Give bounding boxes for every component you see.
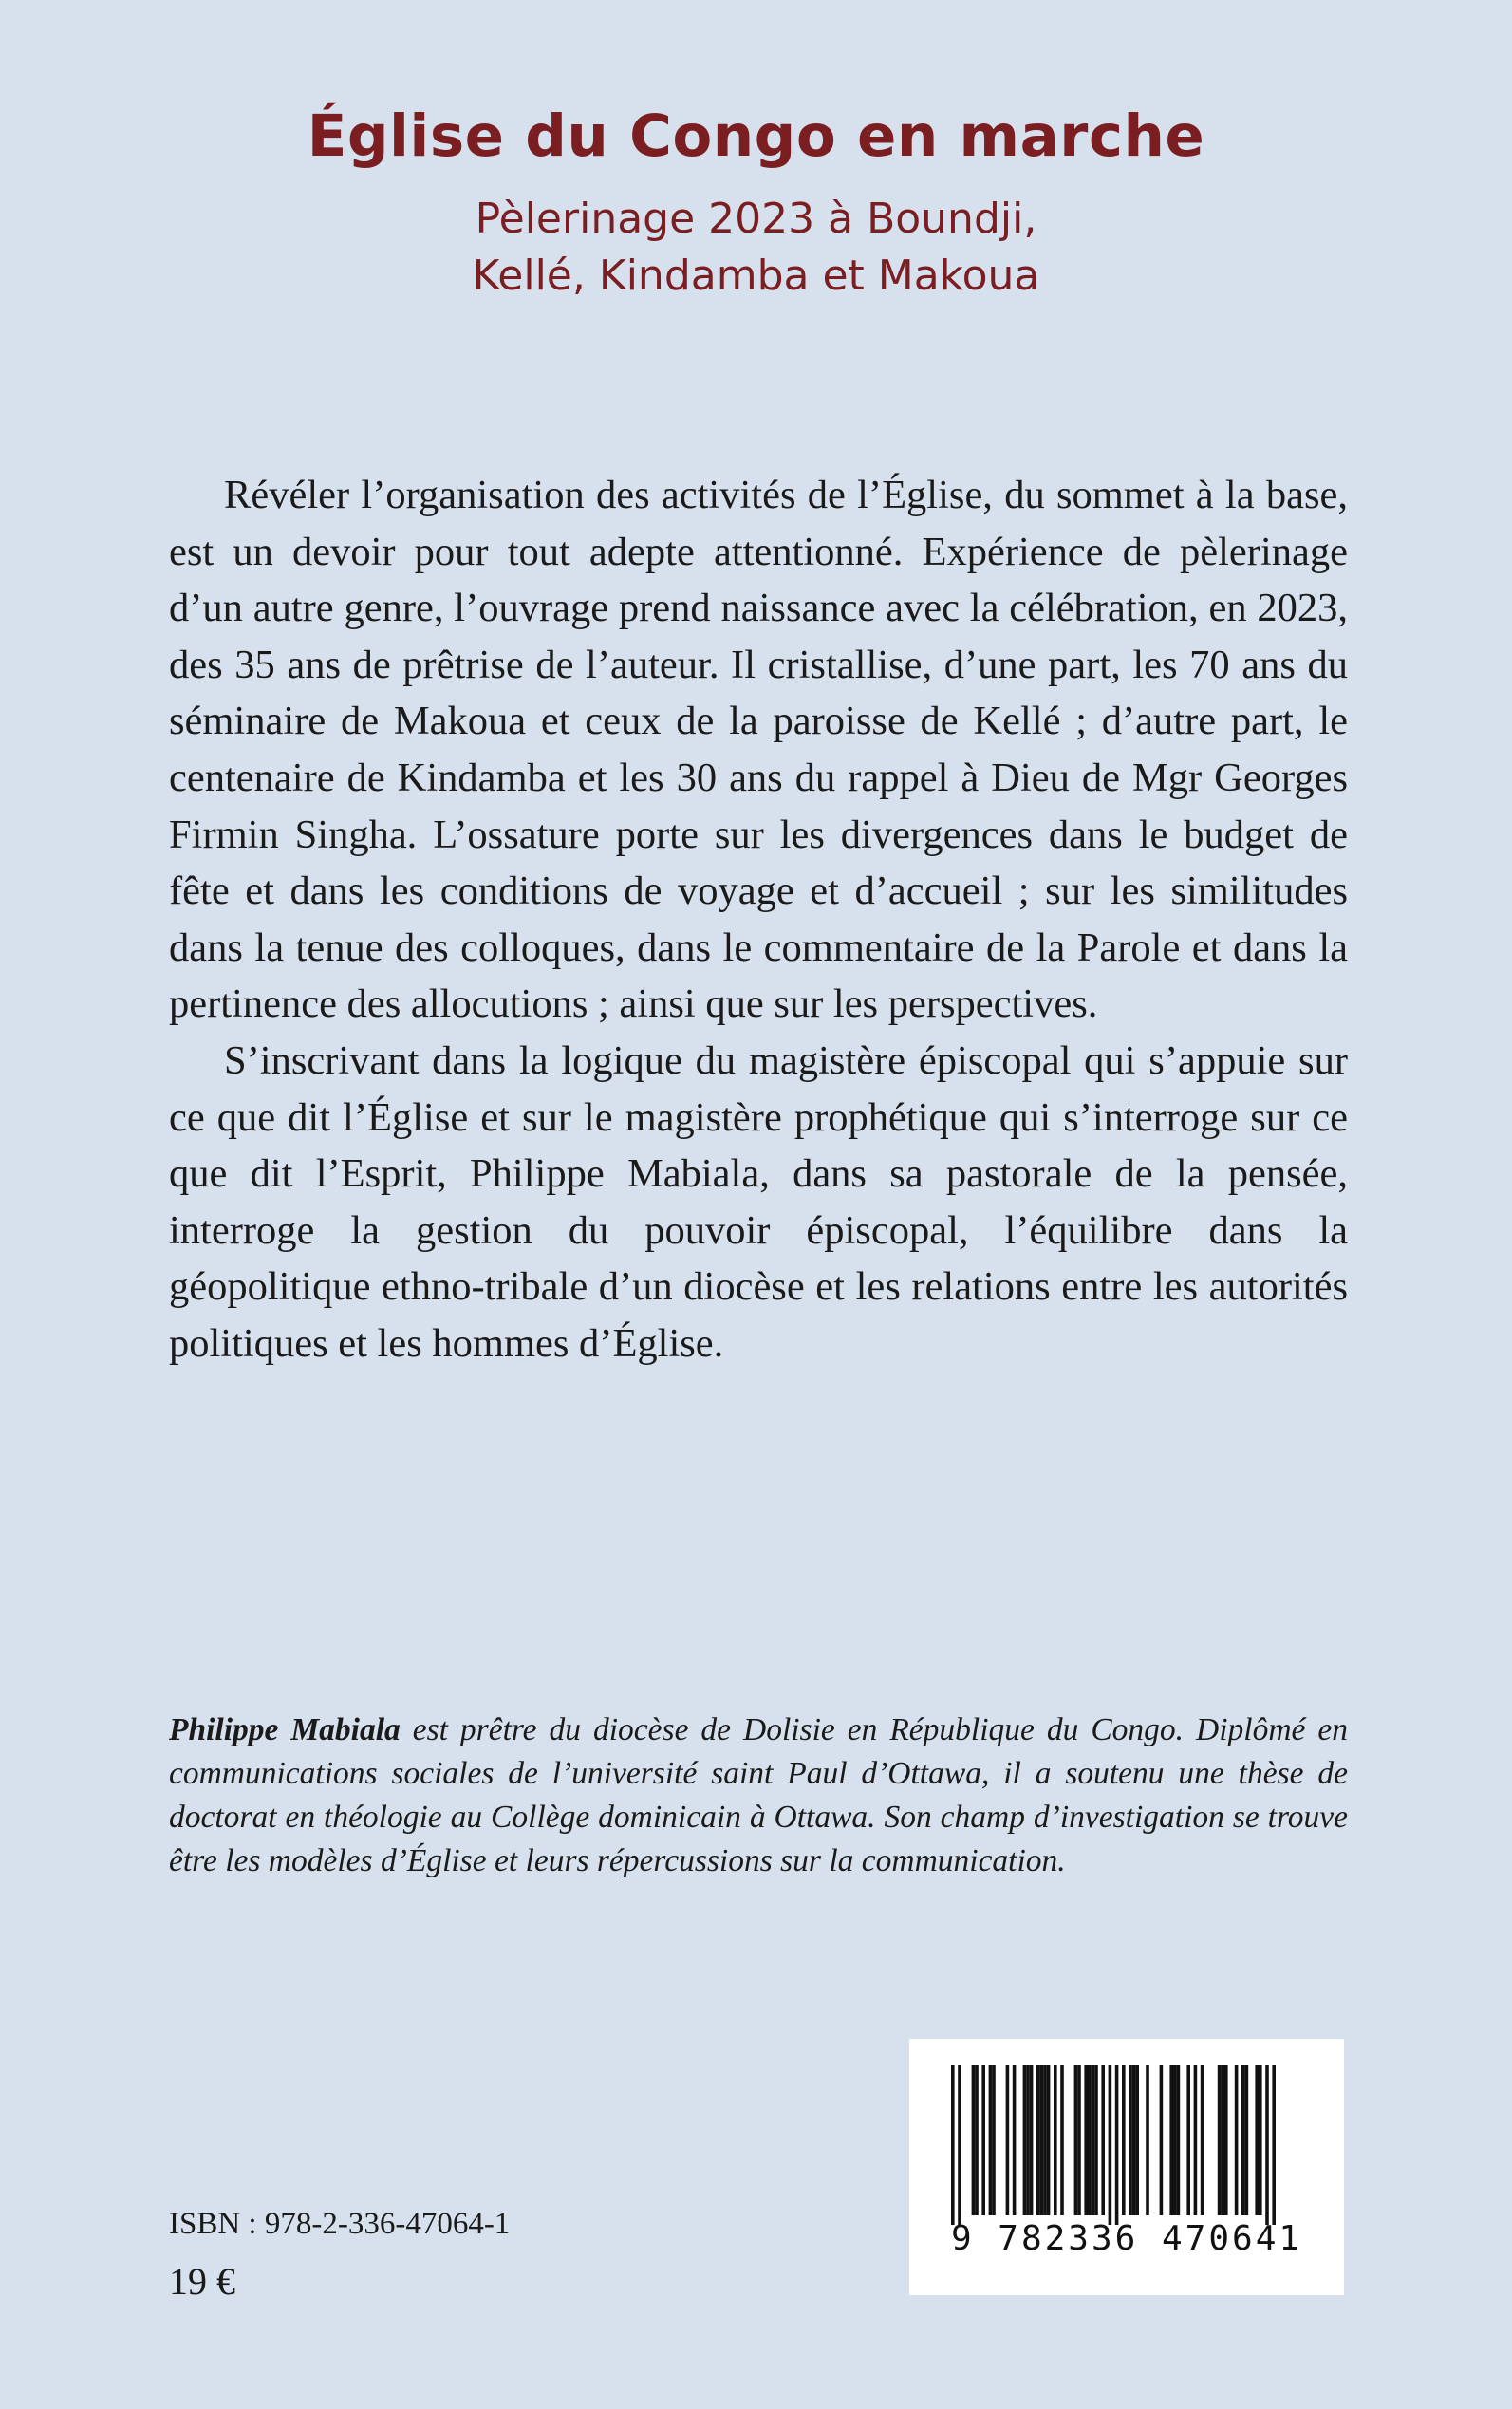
blurb-paragraph-2: S’inscrivant dans la logique du magistère épiscopal qui s’appuie sur ce que dit l’Église et sur le magistère prophétique qui s’interroge sur ce que dit l’Esprit, Philippe Mabiala, dans sa pastorale de la pensée, interroge la gestion du pouvoir épiscopal, l’équilibre dans la géopolitique ethno-tribale d’un diocèse et les relations entre les autorités politiques et les hommes d’Église. <box>169 1037 1348 1366</box>
barcode-bar <box>1054 2065 1057 2215</box>
barcode-bar <box>1135 2065 1139 2215</box>
barcode-bar <box>975 2065 979 2215</box>
barcode-bar <box>1169 2065 1173 2215</box>
barcode-bar <box>951 2065 955 2225</box>
barcode-bar <box>1173 2065 1177 2215</box>
barcode-bar <box>1272 2065 1276 2225</box>
blurb-paragraph-1: Révéler l’organisation des activités de l’Église, du sommet à la base, est un devoir pour tout adepte attentionné. Expérience de pèlerinage d’un autre genre, l’ouvrage prend naissance avec la célébration, en 2023, des 35 ans de prêtrise de l’auteur. Il cristallise, d’une part, les 70 ans du séminaire de Makoua et ceux de la paroisse de Kellé ; d’autre part, le centenaire de Kindamba et les 30 ans du rappel à Dieu de Mgr Georges Firmin Singha. L’ossature porte sur les divergences dans le budget de fête et dans les conditions de voyage et d’accueil ; sur les similitudes dans la tenue des colloques, dans le commentaire de la Parole et dans la pertinence des allocutions ; ainsi que sur les perspectives. <box>169 473 1348 1027</box>
barcode-bar <box>1129 2065 1132 2215</box>
barcode-bar <box>1060 2065 1064 2215</box>
barcode-bar <box>1074 2065 1078 2215</box>
author-bio-text: est prêtre du diocèse de Dolisie en République du Congo. Diplômé en communications sociales de l’université saint Paul d’Ottawa, il a soutenu une thèse de doctorat en théologie au Collège dominicain à Ottawa. Son champ d’investigation se trouve être les modèles d’Église et leurs répercussions sur la communication. <box>169 1712 1348 1878</box>
barcode-icon <box>909 2039 1344 2229</box>
barcode-bar <box>1036 2065 1040 2215</box>
barcode-bar <box>1077 2065 1081 2215</box>
author-name: Philippe Mabiala <box>169 1712 401 1747</box>
barcode-bar <box>972 2065 976 2215</box>
barcode-bar <box>1201 2065 1204 2215</box>
barcode-bar <box>1186 2065 1190 2215</box>
barcode-bar <box>1132 2065 1136 2215</box>
barcode-bar <box>989 2065 993 2215</box>
barcode-bar <box>1146 2065 1149 2215</box>
barcode-bar <box>1088 2065 1092 2215</box>
book-title: Église du Congo en marche <box>307 103 1205 170</box>
barcode-bar <box>1245 2065 1249 2215</box>
price: 19 € <box>169 2260 235 2303</box>
barcode-bar <box>1255 2065 1259 2215</box>
book-subtitle-line-1: Pèlerinage 2023 à Boundji, <box>475 195 1037 243</box>
book-blurb <box>169 467 1348 1373</box>
barcode-digits: 9 782336 470641 <box>950 2219 1303 2258</box>
barcode <box>909 2039 1344 2295</box>
barcode-bar <box>1023 2065 1027 2215</box>
barcode-bar <box>1160 2065 1164 2215</box>
author-bio <box>169 1709 1348 1883</box>
barcode-bar <box>1115 2065 1119 2225</box>
barcode-bar <box>1221 2065 1224 2215</box>
barcode-bar <box>1265 2065 1269 2225</box>
barcode-bar <box>1084 2065 1088 2215</box>
barcode-bar <box>1092 2065 1095 2215</box>
barcode-bar <box>1040 2065 1044 2215</box>
barcode-bar <box>1043 2065 1047 2215</box>
barcode-bar <box>992 2065 996 2215</box>
barcode-bar <box>1241 2065 1245 2215</box>
barcode-bar <box>981 2065 985 2215</box>
barcode-bar <box>1030 2065 1034 2215</box>
barcode-bar <box>1259 2065 1262 2215</box>
barcode-bar <box>1013 2065 1017 2215</box>
barcode-bar <box>1177 2065 1181 2215</box>
barcode-bar <box>1026 2065 1030 2215</box>
barcode-bar <box>1122 2065 1126 2215</box>
barcode-bar <box>1047 2065 1051 2215</box>
isbn: ISBN : 978-2-336-47064-1 <box>169 2207 511 2241</box>
barcode-bar <box>1194 2065 1198 2215</box>
barcode-bar <box>1101 2065 1105 2215</box>
book-subtitle-line-2: Kellé, Kindamba et Makoua <box>472 252 1040 300</box>
barcode-bar <box>1235 2065 1239 2215</box>
barcode-bar <box>1094 2065 1098 2215</box>
barcode-bar <box>1109 2065 1112 2225</box>
barcode-bar <box>1218 2065 1222 2215</box>
barcode-bar <box>1224 2065 1228 2215</box>
barcode-bar <box>1006 2065 1010 2215</box>
barcode-bar <box>958 2065 961 2225</box>
